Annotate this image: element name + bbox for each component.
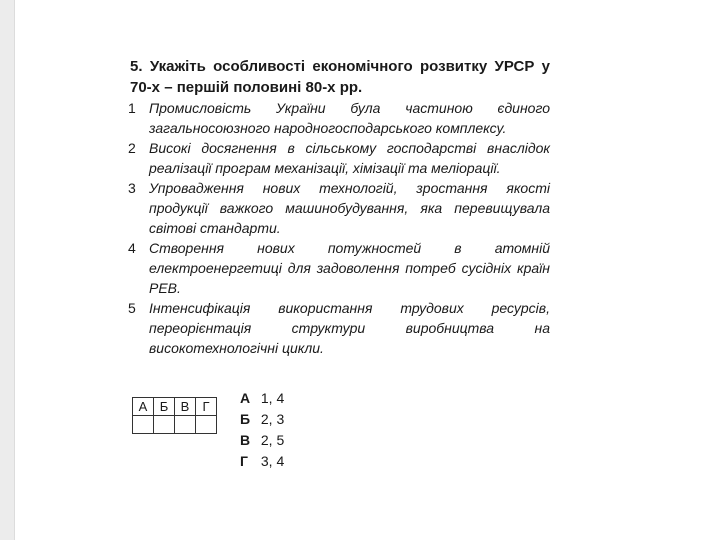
answer-cell[interactable]	[196, 416, 217, 434]
answer-grid-input-row	[133, 416, 217, 434]
answer-choice-a	[240, 388, 284, 409]
answer-letter: Б	[240, 411, 251, 427]
answer-grid-header: Г	[196, 398, 217, 416]
answer-value: 3, 4	[260, 453, 285, 469]
answer-cell[interactable]	[154, 416, 175, 434]
option-number: 5	[128, 300, 136, 316]
option-list	[128, 98, 550, 358]
answer-choices	[240, 388, 284, 472]
option-item-2	[128, 138, 550, 178]
option-text: Інтенсифікація використання трудових ресурсів, переорієнтація структури виробництва на високотехнологічні цикли.	[149, 300, 550, 356]
answer-value: 2, 3	[260, 411, 285, 427]
answer-letter: А	[240, 390, 251, 406]
answer-letter: В	[240, 432, 251, 448]
answer-grid-header-row	[133, 398, 217, 416]
question-title: 5. Укажіть особливості економічного розвитку УРСР у 70-х – першій половині 80-х рр.	[130, 58, 550, 96]
option-text: Створення нових потужностей в атомній електроенергетиці для задоволення потреб сусідніх країн РЕВ.	[149, 240, 550, 296]
option-item-5	[128, 298, 550, 358]
answer-cell[interactable]	[133, 416, 154, 434]
answer-grid-header: Б	[154, 398, 175, 416]
answer-grid	[132, 397, 217, 434]
option-number: 2	[128, 140, 136, 156]
answer-value: 2, 5	[260, 432, 285, 448]
answer-letter: Г	[240, 453, 248, 469]
option-item-1	[128, 98, 550, 138]
answer-choice-b	[240, 409, 284, 430]
option-number: 3	[128, 180, 136, 196]
option-number: 1	[128, 100, 136, 116]
option-text: Упровадження нових технологій, зростання якості продукції важкого машинобудування, яка перевищувала світові стандарти.	[149, 180, 550, 236]
option-text: Високі досягнення в сільському господарстві внаслідок реалізації програм механізації, хімізації та меліорації.	[149, 140, 550, 176]
answer-choice-d	[240, 451, 284, 472]
answer-choice-c	[240, 430, 284, 451]
option-item-4	[128, 238, 550, 298]
answer-grid-header: А	[133, 398, 154, 416]
option-text: Промисловість України була частиною єдиного загальносоюзного народногосподарського комплексу.	[149, 100, 550, 136]
option-item-3	[128, 178, 550, 238]
answer-grid-header: В	[175, 398, 196, 416]
slide-left-divider	[14, 0, 15, 540]
option-number: 4	[128, 240, 136, 256]
answer-value: 1, 4	[260, 390, 285, 406]
answer-cell[interactable]	[175, 416, 196, 434]
slide-left-bar	[0, 0, 14, 540]
